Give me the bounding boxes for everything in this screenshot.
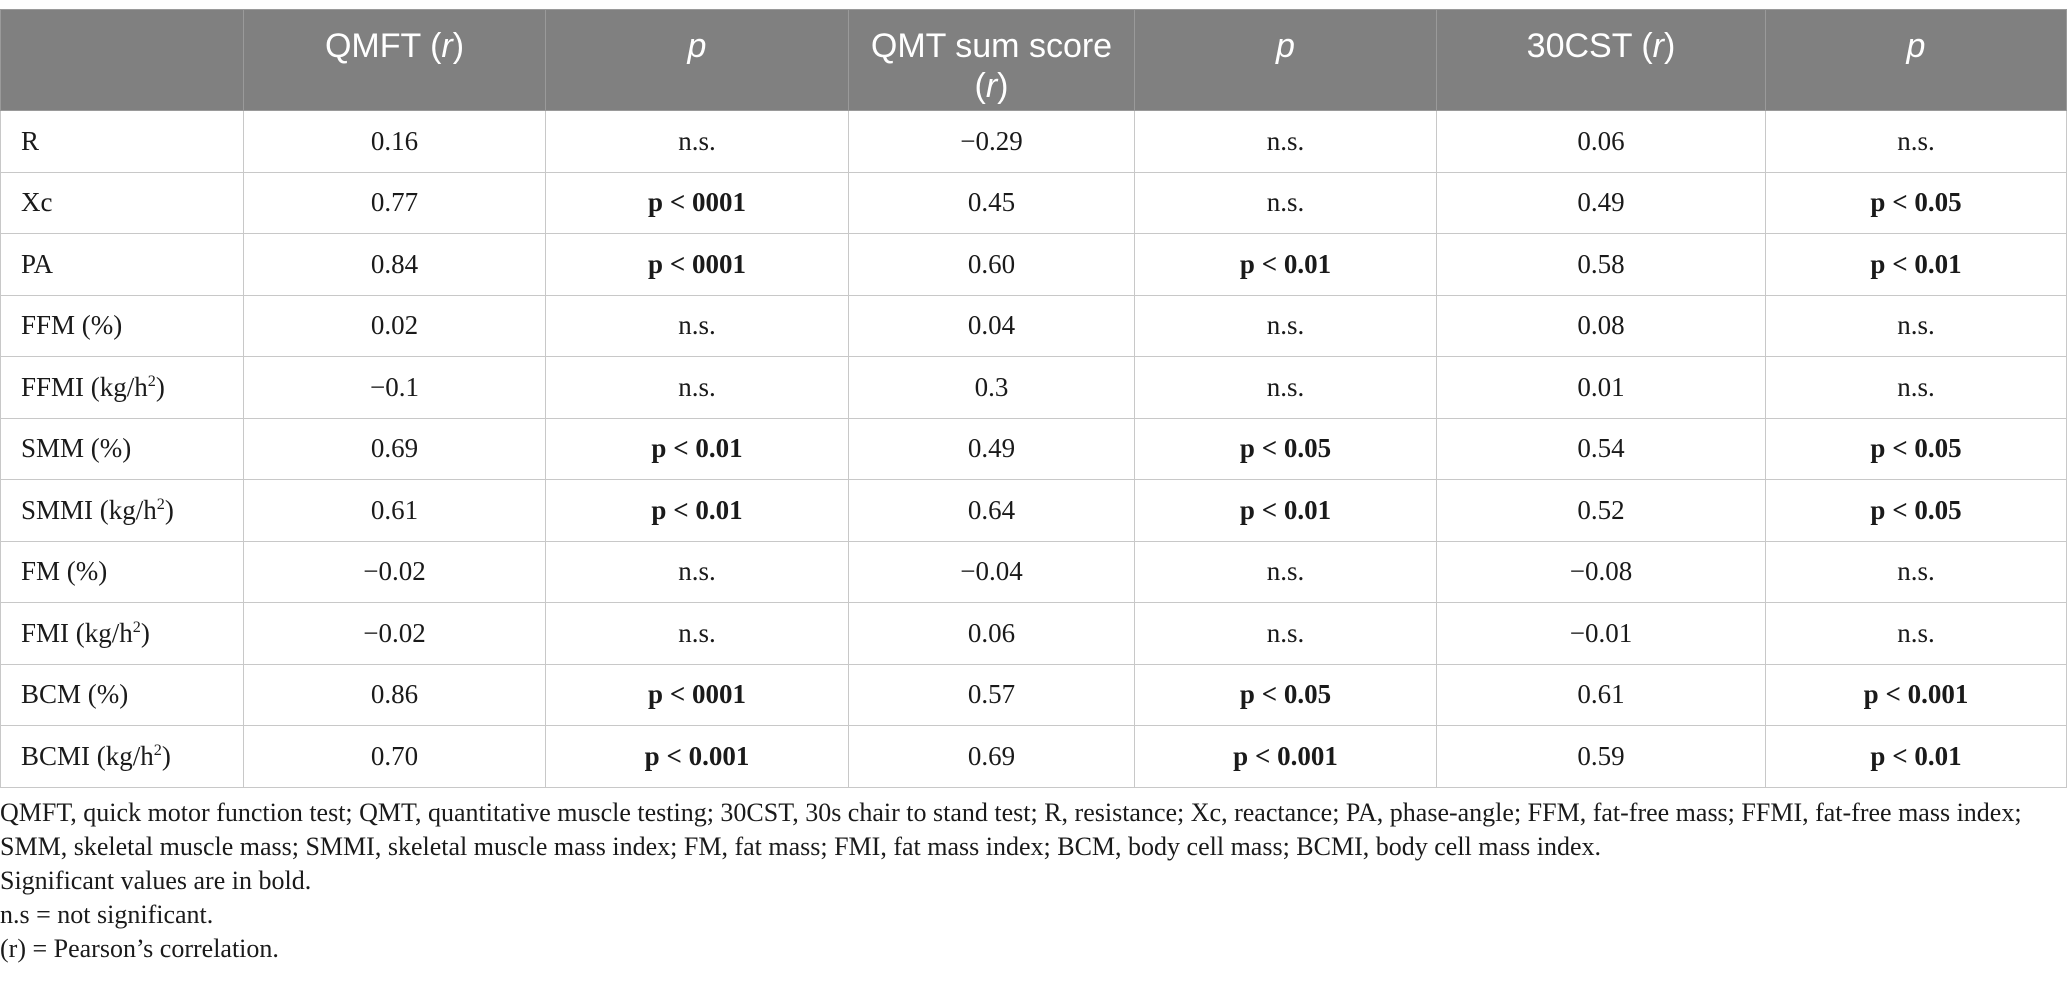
row-label bbox=[1, 172, 244, 234]
table-row bbox=[1, 480, 2067, 542]
header-suffix: ) bbox=[1663, 27, 1676, 65]
header-cell bbox=[1135, 10, 1437, 111]
correlation-value: −0.02 bbox=[244, 603, 546, 665]
table-header bbox=[1, 10, 2067, 111]
row-label bbox=[1, 357, 244, 419]
row-label-text: BCMI (kg/h bbox=[21, 740, 154, 771]
correlation-value: −0.1 bbox=[244, 357, 546, 419]
row-label bbox=[1, 234, 244, 296]
p-value: p < 0001 bbox=[546, 172, 849, 234]
correlation-value: 0.58 bbox=[1437, 234, 1766, 296]
table-row bbox=[1, 726, 2067, 788]
header-cell bbox=[1437, 10, 1766, 111]
correlation-value: 0.70 bbox=[244, 726, 546, 788]
row-label bbox=[1, 664, 244, 726]
p-value: n.s. bbox=[1135, 172, 1437, 234]
row-label-end: ) bbox=[164, 494, 174, 525]
p-value: p < 0.05 bbox=[1766, 418, 2067, 480]
row-label-text: FMI (kg/h bbox=[21, 617, 133, 648]
correlation-value: 0.77 bbox=[244, 172, 546, 234]
header-cell bbox=[849, 10, 1135, 111]
p-value: n.s. bbox=[1135, 541, 1437, 603]
row-label-text: SMMI (kg/h bbox=[21, 494, 157, 525]
p-value: n.s. bbox=[1766, 111, 2067, 173]
row-label bbox=[1, 726, 244, 788]
p-value: n.s. bbox=[546, 111, 849, 173]
p-value: p < 0.05 bbox=[1135, 418, 1437, 480]
correlation-value: 0.57 bbox=[849, 664, 1135, 726]
header-italic: r bbox=[985, 67, 998, 105]
document bbox=[0, 9, 2067, 966]
table-row bbox=[1, 418, 2067, 480]
correlation-value: 0.64 bbox=[849, 480, 1135, 542]
correlation-value: 0.16 bbox=[244, 111, 546, 173]
header-cell bbox=[546, 10, 849, 111]
correlation-value: 0.49 bbox=[849, 418, 1135, 480]
row-label-text: FFM (%) bbox=[21, 310, 123, 341]
p-value: n.s. bbox=[546, 541, 849, 603]
correlation-value: 0.69 bbox=[849, 726, 1135, 788]
correlation-value: 0.54 bbox=[1437, 418, 1766, 480]
correlation-value: 0.69 bbox=[244, 418, 546, 480]
row-label bbox=[1, 603, 244, 665]
p-value: p < 0.001 bbox=[1766, 664, 2067, 726]
correlation-value: −0.02 bbox=[244, 541, 546, 603]
correlation-value: −0.01 bbox=[1437, 603, 1766, 665]
row-label bbox=[1, 418, 244, 480]
header-text: QMT sum score ( bbox=[870, 27, 1113, 105]
header-cell-empty bbox=[1, 10, 244, 111]
p-value: n.s. bbox=[546, 357, 849, 419]
table-footnotes bbox=[0, 796, 2067, 966]
p-value: p < 0.001 bbox=[546, 726, 849, 788]
p-value: p < 0.01 bbox=[1766, 726, 2067, 788]
p-value: p < 0001 bbox=[546, 664, 849, 726]
row-label bbox=[1, 111, 244, 173]
row-label-text: Xc bbox=[21, 187, 53, 218]
correlation-value: 0.84 bbox=[244, 234, 546, 296]
header-italic: r bbox=[1652, 27, 1664, 65]
header-cell bbox=[1766, 10, 2067, 111]
p-value: n.s. bbox=[546, 603, 849, 665]
correlation-value: 0.06 bbox=[1437, 111, 1766, 173]
correlation-value: −0.08 bbox=[1437, 541, 1766, 603]
row-label bbox=[1, 480, 244, 542]
p-value: n.s. bbox=[1135, 111, 1437, 173]
row-label-text: PA bbox=[21, 248, 54, 279]
header-italic: p bbox=[687, 27, 707, 65]
row-label-text: SMM (%) bbox=[21, 433, 132, 464]
correlation-value: −0.29 bbox=[849, 111, 1135, 173]
correlation-value: 0.59 bbox=[1437, 726, 1766, 788]
table-row bbox=[1, 603, 2067, 665]
row-label-text: FM (%) bbox=[21, 556, 108, 587]
correlation-value: 0.04 bbox=[849, 295, 1135, 357]
correlation-value: 0.60 bbox=[849, 234, 1135, 296]
row-label-end: ) bbox=[161, 740, 171, 771]
p-value: p < 0001 bbox=[546, 234, 849, 296]
table-row bbox=[1, 541, 2067, 603]
p-value: p < 0.05 bbox=[1135, 664, 1437, 726]
correlation-value: 0.61 bbox=[244, 480, 546, 542]
table-row bbox=[1, 234, 2067, 296]
p-value: n.s. bbox=[1766, 295, 2067, 357]
header-suffix: ) bbox=[452, 27, 465, 65]
superscript: 2 bbox=[156, 494, 165, 513]
table-row bbox=[1, 172, 2067, 234]
header-row bbox=[1, 10, 2067, 111]
table-row bbox=[1, 295, 2067, 357]
p-value: n.s. bbox=[1766, 357, 2067, 419]
row-label-text: R bbox=[21, 125, 40, 156]
p-value: p < 0.01 bbox=[1135, 480, 1437, 542]
header-suffix: ) bbox=[997, 67, 1009, 105]
correlation-value: −0.04 bbox=[849, 541, 1135, 603]
superscript: 2 bbox=[153, 740, 162, 759]
p-value: n.s. bbox=[1135, 603, 1437, 665]
header-italic: p bbox=[1906, 27, 1926, 65]
row-label-text: FFMI (kg/h bbox=[21, 371, 148, 402]
header-italic: p bbox=[1276, 27, 1295, 65]
row-label bbox=[1, 541, 244, 603]
p-value: n.s. bbox=[1135, 357, 1437, 419]
correlation-value: 0.45 bbox=[849, 172, 1135, 234]
header-text: 30CST ( bbox=[1526, 27, 1653, 65]
p-value: p < 0.001 bbox=[1135, 726, 1437, 788]
p-value: p < 0.01 bbox=[546, 418, 849, 480]
row-label-end: ) bbox=[140, 617, 150, 648]
table-row bbox=[1, 664, 2067, 726]
header-cell bbox=[244, 10, 546, 111]
footnote: (r) = Pearson’s correlation. bbox=[0, 933, 279, 963]
header-text: QMFT ( bbox=[324, 27, 442, 65]
p-value: n.s. bbox=[1766, 541, 2067, 603]
superscript: 2 bbox=[147, 371, 156, 390]
correlation-value: 0.02 bbox=[244, 295, 546, 357]
footnote: QMFT, quick motor function test; QMT, quantitative muscle testing; 30CST, 30s chair to stand test; R, resistance; Xc, reactance; PA, phase-angle; FFM, fat-free mass; FFMI, fat-free mass index; SMM, skeletal muscle mass; SMMI, skeletal muscle mass index; FM, fat mass; FMI, fat mass index; BCM, body cell mass; BCMI, body cell mass index. bbox=[0, 797, 2022, 861]
table-body bbox=[1, 111, 2067, 788]
p-value: p < 0.01 bbox=[1766, 234, 2067, 296]
p-value: n.s. bbox=[1766, 603, 2067, 665]
correlation-value: 0.52 bbox=[1437, 480, 1766, 542]
row-label bbox=[1, 295, 244, 357]
p-value: p < 0.05 bbox=[1766, 480, 2067, 542]
correlation-value: 0.06 bbox=[849, 603, 1135, 665]
superscript: 2 bbox=[132, 617, 141, 636]
row-label-end: ) bbox=[155, 371, 165, 402]
correlation-value: 0.01 bbox=[1437, 357, 1766, 419]
table-row bbox=[1, 357, 2067, 419]
p-value: p < 0.01 bbox=[546, 480, 849, 542]
correlation-value: 0.08 bbox=[1437, 295, 1766, 357]
p-value: p < 0.01 bbox=[1135, 234, 1437, 296]
p-value: p < 0.05 bbox=[1766, 172, 2067, 234]
correlation-value: 0.3 bbox=[849, 357, 1135, 419]
correlation-value: 0.86 bbox=[244, 664, 546, 726]
p-value: n.s. bbox=[1135, 295, 1437, 357]
header-italic: r bbox=[441, 27, 453, 65]
p-value: n.s. bbox=[546, 295, 849, 357]
footnote: Significant values are in bold. bbox=[0, 865, 312, 895]
correlation-table bbox=[0, 9, 2067, 788]
table-row bbox=[1, 111, 2067, 173]
correlation-value: 0.49 bbox=[1437, 172, 1766, 234]
correlation-value: 0.61 bbox=[1437, 664, 1766, 726]
footnote: n.s = not significant. bbox=[0, 899, 214, 929]
row-label-text: BCM (%) bbox=[21, 679, 129, 710]
